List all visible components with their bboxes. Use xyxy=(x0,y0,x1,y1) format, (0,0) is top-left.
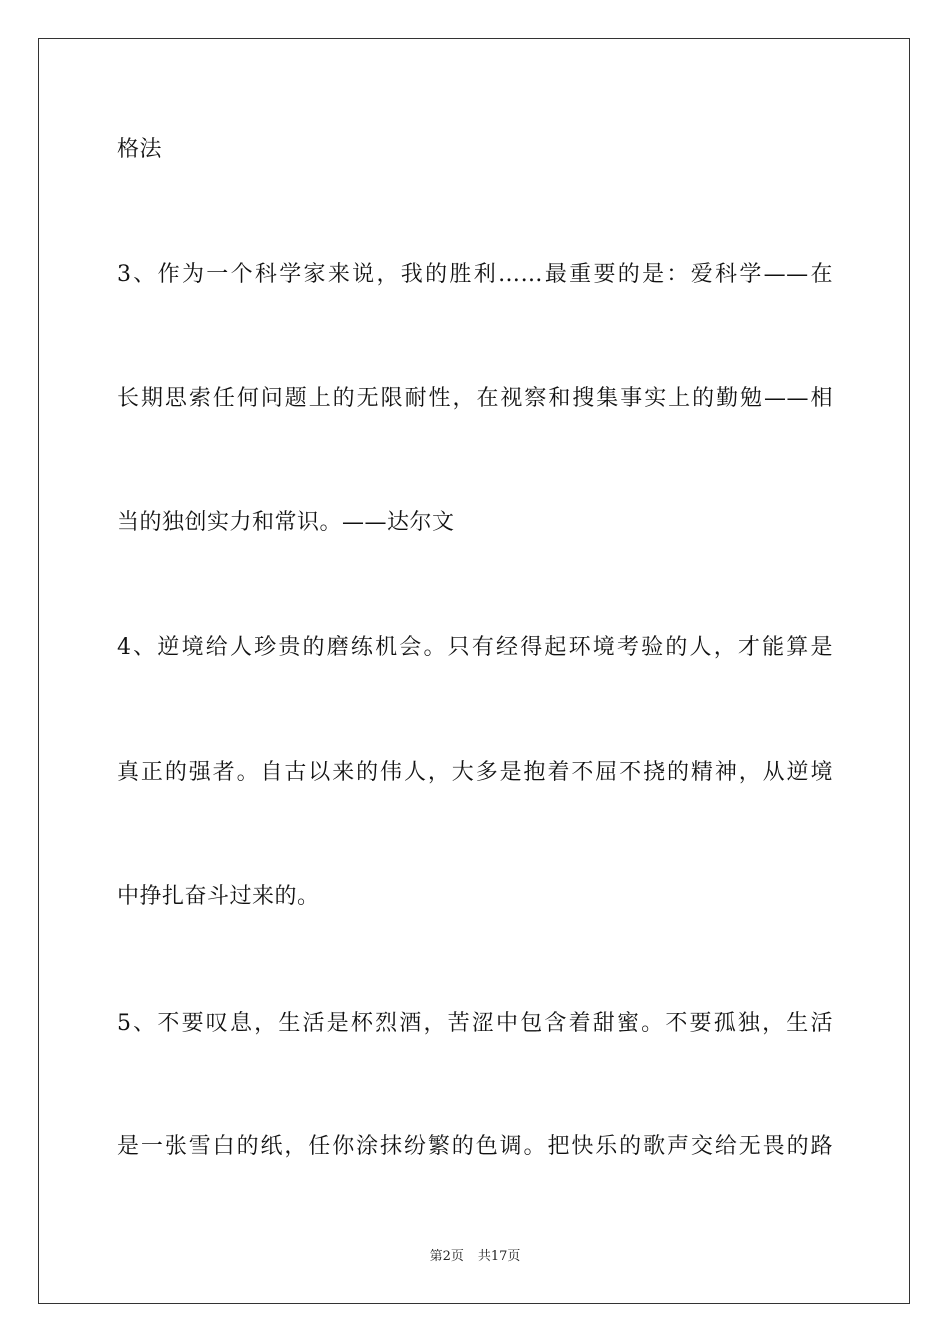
page-footer xyxy=(0,1249,950,1265)
text-line: 格法 xyxy=(117,137,163,162)
text-line: 当的独创实力和常识。——达尔文 xyxy=(117,510,455,535)
text-line: 是一张雪白的纸，任你涂抹纷繁的色调。把快乐的歌声交给无畏的路 xyxy=(117,1134,833,1159)
page-border xyxy=(38,38,910,1304)
text-line: 4、逆境给人珍贵的磨练机会。只有经得起环境考验的人，才能算是 xyxy=(117,635,833,660)
text-line: 5、不要叹息，生活是杯烈酒，苦涩中包含着甜蜜。不要孤独，生活 xyxy=(117,1011,833,1036)
text-line: 3、作为一个科学家来说，我的胜利……最重要的是：爱科学——在 xyxy=(117,262,833,287)
text-line: 真正的强者。自古以来的伟人，大多是抱着不屈不挠的精神，从逆境 xyxy=(117,760,833,785)
text-line: 长期思索任何问题上的无限耐性，在视察和搜集事实上的勤勉——相 xyxy=(117,386,833,411)
page-number: 第2页 xyxy=(429,1249,464,1264)
text-line: 中挣扎奋斗过来的。 xyxy=(117,884,320,909)
page-total: 共17页 xyxy=(477,1249,521,1264)
